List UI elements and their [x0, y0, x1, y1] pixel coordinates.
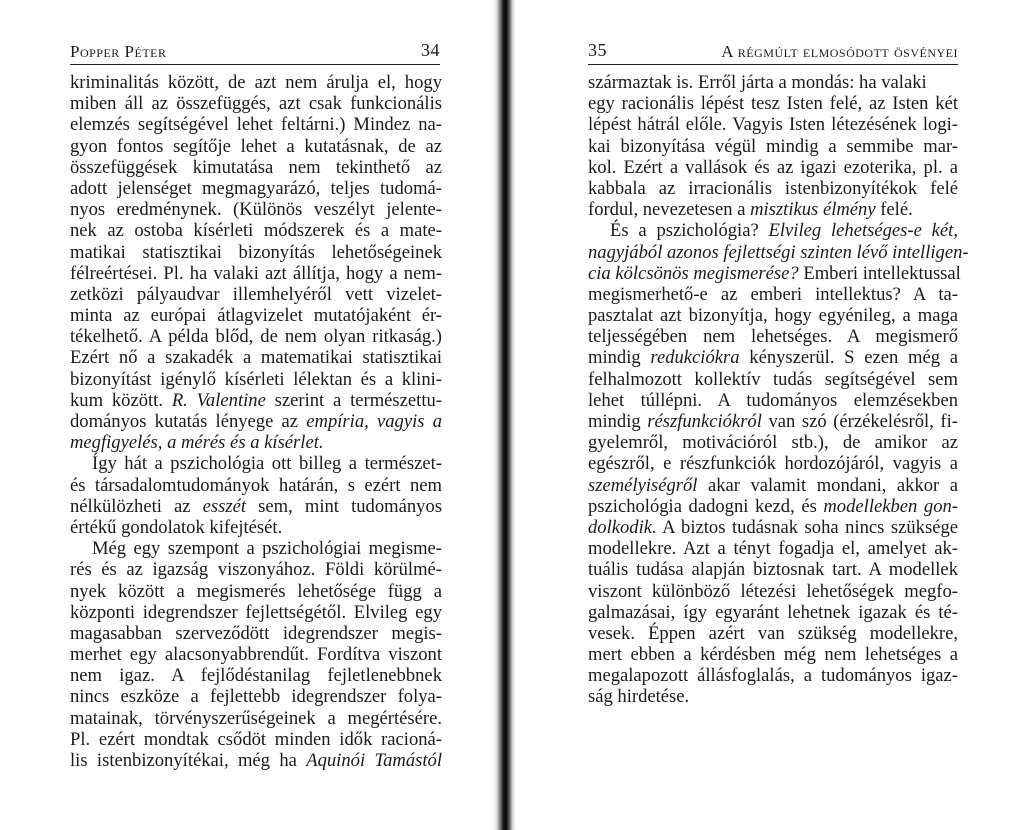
- text-line: [70, 305, 442, 326]
- text-run: felé.: [875, 199, 913, 221]
- text-line: [70, 453, 442, 474]
- text-line: [588, 432, 958, 453]
- text-run: akar valamit mondani, akkor a: [697, 474, 958, 496]
- text-run: rés és az igazság viszonyához. Földi körülmé-: [70, 559, 442, 581]
- text-run: és társadalomtudományok határán, s ezért nem: [70, 474, 442, 496]
- text-run: értékű gondolatok kifejtését.: [70, 516, 283, 538]
- text-line: [588, 623, 958, 644]
- text-line: [588, 538, 958, 559]
- text-run: ság hirdetése.: [588, 686, 690, 708]
- text-line: [70, 284, 442, 305]
- text-run: nyek között a megismerés lehetősége függ a: [70, 580, 442, 602]
- italic-run: modellekben gon-: [823, 495, 958, 517]
- text-line: [70, 220, 442, 241]
- text-run: megalapozott állásfoglalás, a tudományos igaz-: [588, 665, 958, 687]
- italic-run: cia kölcsönös megismerése?: [588, 262, 799, 284]
- text-run: magasabban szerveződött idegrendszer megis-: [70, 622, 442, 644]
- right-chapter-title: A régmúlt elmosódott ösvényei: [721, 42, 958, 61]
- text-line: [70, 136, 442, 157]
- text-run: központi idegrendszer fejlettségétől. Elvileg egy: [70, 601, 442, 623]
- text-run: dományos kutatás lényege az: [70, 411, 307, 432]
- text-run: gyelemről, motivációról stb.), de amikor az: [588, 432, 958, 454]
- text-line: [70, 93, 442, 114]
- text-run: elemzés segítségével lehet feltárni.) Mindez na-: [70, 114, 442, 136]
- text-line: [70, 538, 442, 559]
- text-run: galmazásai, így egyaránt lehetnek igazak és té-: [588, 601, 958, 623]
- text-line: [70, 708, 442, 729]
- italic-run: dolkodik.: [588, 516, 657, 538]
- right-page-number: 35: [588, 40, 607, 60]
- text-line: [70, 644, 442, 665]
- text-run: megismerhető-e az emberi intellektus? A ta-: [588, 283, 958, 305]
- text-run: fordul, nevezetesen a: [588, 199, 751, 221]
- text-line: [588, 220, 958, 241]
- text-run: kabbala az irracionális istenbizonyítékok felé: [588, 177, 958, 199]
- text-run: tuális tudása alapján biztosnak tart. A modellek: [588, 559, 958, 581]
- text-run: lis istenbizonyítékai, még ha: [70, 750, 307, 771]
- text-run: kum között.: [70, 389, 172, 411]
- italic-run: R. Valentine: [171, 389, 266, 411]
- text-run: összefüggések kimutatása nem tekinthető az: [70, 156, 442, 178]
- text-run: Emberi intellektussal: [798, 262, 961, 284]
- text-line: [588, 178, 958, 199]
- text-line: [588, 72, 958, 93]
- text-run: Ezért nő a szakadék a matematikai statisztikai: [70, 347, 442, 369]
- text-run: vesek. Éppen azért van szükség modellekre,: [588, 622, 958, 644]
- left-running-head: [70, 40, 440, 64]
- text-run: viszont különböző létezési lehetőségek megfo-: [588, 580, 958, 602]
- text-line: [70, 72, 442, 93]
- text-line: [588, 686, 958, 707]
- text-line: [70, 199, 442, 220]
- text-line: [588, 262, 961, 284]
- text-run: kai bizonyítása végül mindig a semmibe mar-: [588, 135, 958, 157]
- text-line: [588, 284, 958, 305]
- text-run: matainak, törvényszerűségeinek a megértésére.: [70, 707, 442, 729]
- text-run: pasztalat azt bizonyítja, hogy egyénileg, a maga: [588, 305, 958, 327]
- text-line: [588, 411, 958, 432]
- text-line: [588, 496, 958, 517]
- text-line: [588, 347, 958, 368]
- text-line: [70, 581, 442, 602]
- text-line: [70, 178, 442, 199]
- italic-run: misztikus élmény: [750, 199, 876, 221]
- text-run: bizonyítást igénylő kísérleti lélektan és a klini-: [70, 368, 442, 390]
- left-body-text: [70, 72, 442, 771]
- text-run: tékelhető. A példa blőd, de nem olyan ritkaság.): [70, 326, 442, 348]
- italic-run: részfunkciókról: [647, 411, 762, 432]
- text-line: [588, 369, 958, 390]
- text-line: [70, 242, 442, 263]
- text-line: [70, 602, 442, 623]
- text-line: [588, 475, 958, 496]
- text-line: [588, 199, 958, 220]
- left-author-title: Popper Péter: [70, 42, 167, 61]
- text-line: [588, 644, 958, 665]
- text-run: félreértései. Pl. ha valaki azt állítja, hogy a nem-: [70, 262, 442, 284]
- right-running-head: [588, 40, 958, 64]
- text-run: adott jelenséget megmagyarázó, teljes tudomá-: [70, 177, 442, 199]
- text-line: [588, 326, 958, 347]
- text-run: mert ebben a kérdésben még nem lehetséges a: [588, 644, 958, 666]
- text-line: [588, 390, 958, 411]
- text-run: minta az európai átlagvizelet mutatójaként ér-: [70, 305, 442, 327]
- text-line: [70, 347, 442, 368]
- text-run: kényszerül. S ezen még a: [739, 347, 958, 369]
- text-line: [588, 136, 958, 157]
- text-line: [70, 475, 442, 496]
- text-line: [588, 305, 958, 326]
- text-run: teljességében nem lehetséges. A megismerő: [588, 326, 958, 348]
- text-run: kol. Ezért a vallások és az igazi ezoterika, pl. a: [588, 156, 958, 178]
- text-line: [70, 369, 442, 390]
- text-run: Pl. ezért mondtak csődöt minden idők racioná-: [70, 728, 442, 750]
- text-line: [70, 432, 442, 453]
- text-run: szerint a természettu-: [265, 389, 442, 411]
- text-line: [70, 686, 442, 707]
- text-line: [70, 411, 442, 432]
- text-run: zetközi pályaudvar illemhelyéről vett vizelet-: [70, 283, 442, 305]
- italic-run: Elvileg lehetséges-e két,: [768, 220, 958, 242]
- text-run: A biztos tudásnak soha nincs szüksége: [656, 516, 958, 538]
- text-run: Még egy szempont a pszichológiai megisme-: [92, 538, 442, 560]
- text-run: mindig: [588, 411, 648, 432]
- right-body-text: [588, 72, 969, 708]
- book-gutter: [492, 0, 516, 830]
- text-line: [70, 390, 442, 411]
- text-line: [588, 453, 958, 474]
- text-run: Így hát a pszichológia ott billeg a természet-: [92, 453, 442, 475]
- italic-run: nagyjából azonos fejlettségi szinten lévő intelligen-: [588, 241, 969, 263]
- text-line: [588, 581, 958, 602]
- text-line: [70, 326, 442, 347]
- text-run: sem, mint tudományos: [246, 495, 442, 517]
- text-line: [588, 93, 958, 114]
- text-run: matikai statisztikai bizonyítás lehetőségeinek: [70, 241, 442, 263]
- text-line: [588, 114, 958, 135]
- italic-run: személyiségről: [588, 474, 698, 496]
- text-line: [70, 157, 442, 178]
- italic-run: esszét: [202, 495, 247, 517]
- text-run: nyos eredménynek. (Különös veszélyt jelente-: [70, 199, 442, 221]
- text-line: [588, 241, 969, 263]
- text-line: [588, 665, 958, 686]
- text-run: miben áll az összefüggés, azt csak funkcionális: [70, 93, 442, 115]
- text-line: [588, 559, 958, 580]
- text-line: [70, 114, 442, 135]
- text-run: nek az ostoba kísérleti módszerek és a mate-: [70, 220, 442, 242]
- italic-run: megfigyelés, a mérés és a kísérlet.: [70, 432, 324, 454]
- text-line: [70, 517, 442, 538]
- text-run: származtak is. Erről járta a mondás: ha valaki: [588, 72, 927, 93]
- italic-run: redukciókra: [650, 347, 740, 369]
- left-header-rule: [70, 64, 440, 65]
- text-run: nincs eszköze a fejlettebb idegrendszer folya-: [70, 686, 442, 708]
- text-run: van szó (érzékelésről, fi-: [761, 411, 958, 432]
- text-run: felhalmozott kollektív tudás segítségével sem: [588, 368, 958, 390]
- text-run: nem igaz. A fejlődéstanilag fejletlenebbnek: [70, 665, 442, 687]
- text-line: [70, 263, 442, 284]
- text-run: merhet egy alacsonyabbrendűt. Fordítva viszont: [70, 644, 442, 666]
- text-run: nélkülözheti az: [70, 495, 203, 517]
- italic-run: Aquinói Tamástól: [306, 750, 442, 771]
- text-run: lépést hátrál előle. Vagyis Isten létezésének logi-: [588, 114, 958, 136]
- text-run: lehet túllépni. A tudományos elemzésekben: [588, 389, 958, 411]
- text-run: mindig: [588, 347, 651, 369]
- text-run: egy racionális lépést tesz Isten felé, az Isten két: [588, 93, 958, 115]
- italic-run: empíria, vagyis a: [306, 411, 442, 432]
- text-line: [588, 157, 958, 178]
- text-run: És a pszichológia?: [610, 220, 769, 242]
- text-run: pszichológia dadogni kezd, és: [588, 495, 824, 517]
- text-line: [70, 729, 442, 750]
- text-run: egészről, e részfunkciók hordozójáról, vagyis a: [588, 453, 958, 475]
- text-run: gyon fontos segítője lehet a kutatásnak, de az: [70, 135, 442, 157]
- text-line: [70, 496, 442, 517]
- text-line: [588, 517, 958, 538]
- text-line: [588, 602, 958, 623]
- left-page-number: 34: [421, 40, 440, 60]
- text-line: [70, 623, 442, 644]
- text-run: kriminalitás között, de azt nem árulja el, hogy: [70, 72, 442, 93]
- text-line: [70, 559, 442, 580]
- text-line: [70, 665, 442, 686]
- right-header-rule: [588, 64, 958, 65]
- text-line: [70, 750, 442, 771]
- text-run: modellekre. Azt a tényt fogadja el, amelyet ak-: [588, 538, 958, 560]
